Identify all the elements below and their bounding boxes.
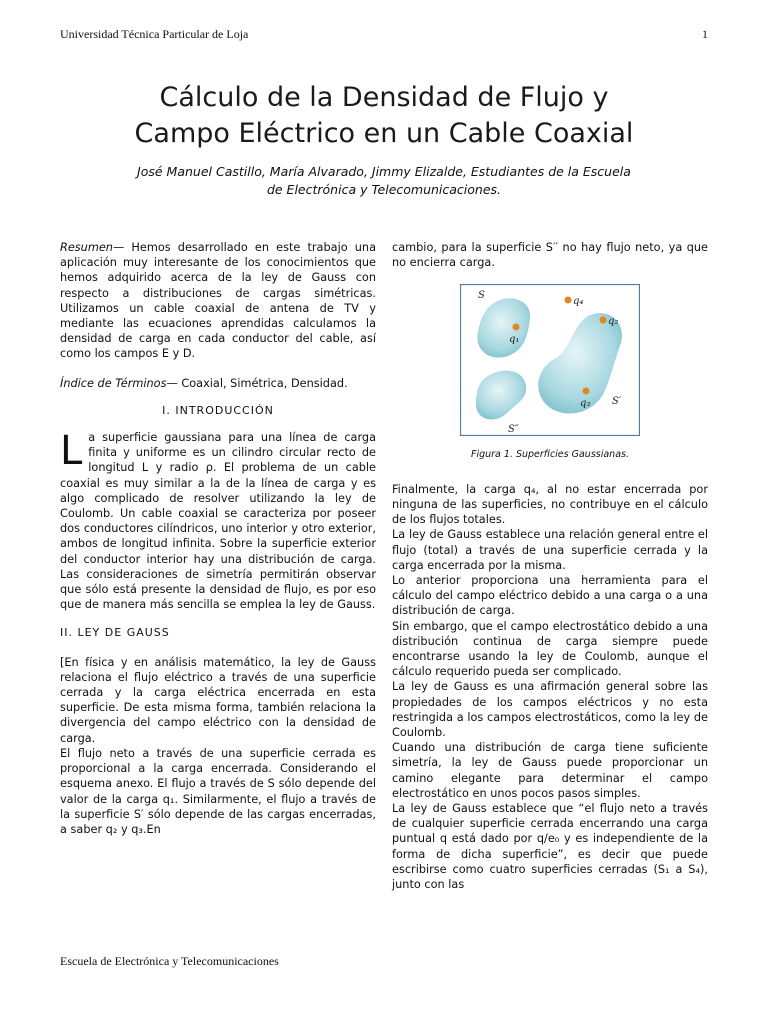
right-column: [392, 240, 708, 892]
gaussian-surfaces-figure: [460, 284, 640, 436]
charge-q1-dot: [513, 324, 520, 331]
section-heading-ley-de-gauss: II. LEY DE GAUSS: [60, 626, 170, 640]
right-paragraph-2: Finalmente, la carga q₄, al no estar encerrada por ninguna de las superficies, no contribuye en el cálculo de los flujos totales.: [392, 482, 708, 527]
right-paragraph-5: Sin embargo, que el campo electrostático debido a una distribución continua de carga siempre puede encontrarse usando la ley de Coulomb, aunque el cálculo requerido pueda ser complicado.: [392, 619, 708, 679]
right-paragraph-8: La ley de Gauss establece que “el flujo neto a través de cualquier superficie cerrada encerrando una carga puntual q está dado por q/e₀ y es independiente de la forma de dicha superficie”, es decir que puede escribirse como cuatro superficies cerradas (S₁ a S₄), junto con las: [392, 802, 708, 892]
index-terms-label: Índice de Términos: [60, 376, 167, 390]
index-terms: [60, 376, 376, 391]
label-q4: q₄: [573, 296, 584, 308]
running-header: Universidad Técnica Particular de Loja: [60, 27, 249, 41]
label-q3: q₃: [580, 398, 591, 410]
right-paragraph-3: La ley de Gauss establece una relación general entre el flujo (total) a través de una superficie cerrada y la carga encerrada por la misma.: [392, 528, 708, 572]
right-paragraph-1: cambio, para la superficie S′′ no hay flujo neto, ya que no encierra carga.: [392, 241, 708, 270]
charge-q4-dot: [565, 297, 572, 304]
figure-caption: Figura 1. Superficies Gaussianas.: [470, 448, 629, 460]
paper-title: [60, 80, 708, 152]
index-terms-text: — Coaxial, Simétrica, Densidad.: [166, 376, 348, 390]
label-q2: q₂: [608, 316, 619, 328]
title-line-1: Cálculo de la Densidad de Flujo y: [159, 82, 609, 113]
label-s-double-prime: S″: [508, 424, 519, 436]
drop-cap: L: [60, 428, 83, 475]
left-column: [60, 240, 376, 837]
page-number: 1: [702, 27, 708, 41]
charge-q2-dot: [600, 317, 607, 324]
authors-line-1: José Manuel Castillo, María Alvarado, Jimmy Elizalde, Estudiantes de la Escuela: [137, 164, 631, 179]
gauss-paragraph-2: El flujo neto a través de una superficie cerrada es proporcional a la carga encerrada. Considerando el esquema anexo. El flujo a través de S sólo depende del valor de la carga q₁. Similarmente, el flujo a través de la superficie S′ sólo depende de las cargas encerradas, a saber q₂ y q₃.En: [60, 746, 376, 836]
label-s-prime: S′: [612, 396, 622, 408]
abstract-label: Resumen: [60, 241, 113, 254]
gauss-paragraph-1: [En física y en análisis matemático, la ley de Gauss relaciona el flujo eléctrico a través de una superficie cerrada y la carga eléctrica encerrada en esta superficie. De esta misma forma, también relaciona la divergencia del campo eléctrico con la densidad de carga.: [60, 655, 376, 745]
page-footer: Escuela de Electrónica y Telecomunicaciones: [60, 954, 279, 968]
charge-q3-dot: [583, 388, 590, 395]
title-line-2: Campo Eléctrico en un Cable Coaxial: [134, 118, 634, 149]
right-paragraph-7: Cuando una distribución de carga tiene suficiente simetría, la ley de Gauss puede proporcionar un camino elegante para determinar el campo electrostático en unos pocos pasos simples.: [392, 741, 708, 800]
label-q1: q₁: [509, 334, 520, 346]
right-paragraph-4: Lo anterior proporciona una herramienta para el cálculo del campo eléctrico debido a una carga o a una distribución de carga.: [392, 574, 708, 618]
label-s: S: [478, 290, 485, 302]
section-heading-introduccion: I. INTRODUCCIÓN: [162, 403, 274, 417]
abstract: [60, 240, 376, 362]
abstract-text: — Hemos desarrollado en este trabajo una aplicación muy interesante de los conocimientos que hemos adquirido acerca de la ley de Gauss con respecto a distribuciones de cargas simétricas. Utilizamos un cable coaxial de antena de TV y mediante las ecuaciones aprendidas calculamos la densidad de carga en cada conductor del cable, así como los campos E y D.: [60, 241, 376, 361]
intro-paragraph: [60, 430, 376, 612]
intro-text: a superficie gaussiana para una línea de carga finita y uniforme es un cilindro circular recto de longitud L y radio ρ. El problema de un cable coaxial es muy similar a la de la línea de carga y es algo complicado de resolver utilizando la ley de Coulomb. Un cable coaxial se caracteriza por poseer dos conductores cilíndricos, uno interior y otro exterior, ambos de longitud infinita. Sobre la superficie exterior del conductor interior hay una distribución de carga. Las consideraciones de simetría permitirán observar que sólo está presente la densidad de flujo, es por eso que de manera más sencilla se emplea la ley de Gauss.: [60, 431, 376, 612]
right-paragraph-6: La ley de Gauss es una afirmación general sobre las propiedades de los campos eléctricos y no esta restringida a los campos electrostáticos, como la ley de Coulomb.: [392, 680, 708, 740]
authors-line-2: de Electrónica y Telecomunicaciones.: [266, 182, 502, 197]
authors: [90, 163, 678, 199]
